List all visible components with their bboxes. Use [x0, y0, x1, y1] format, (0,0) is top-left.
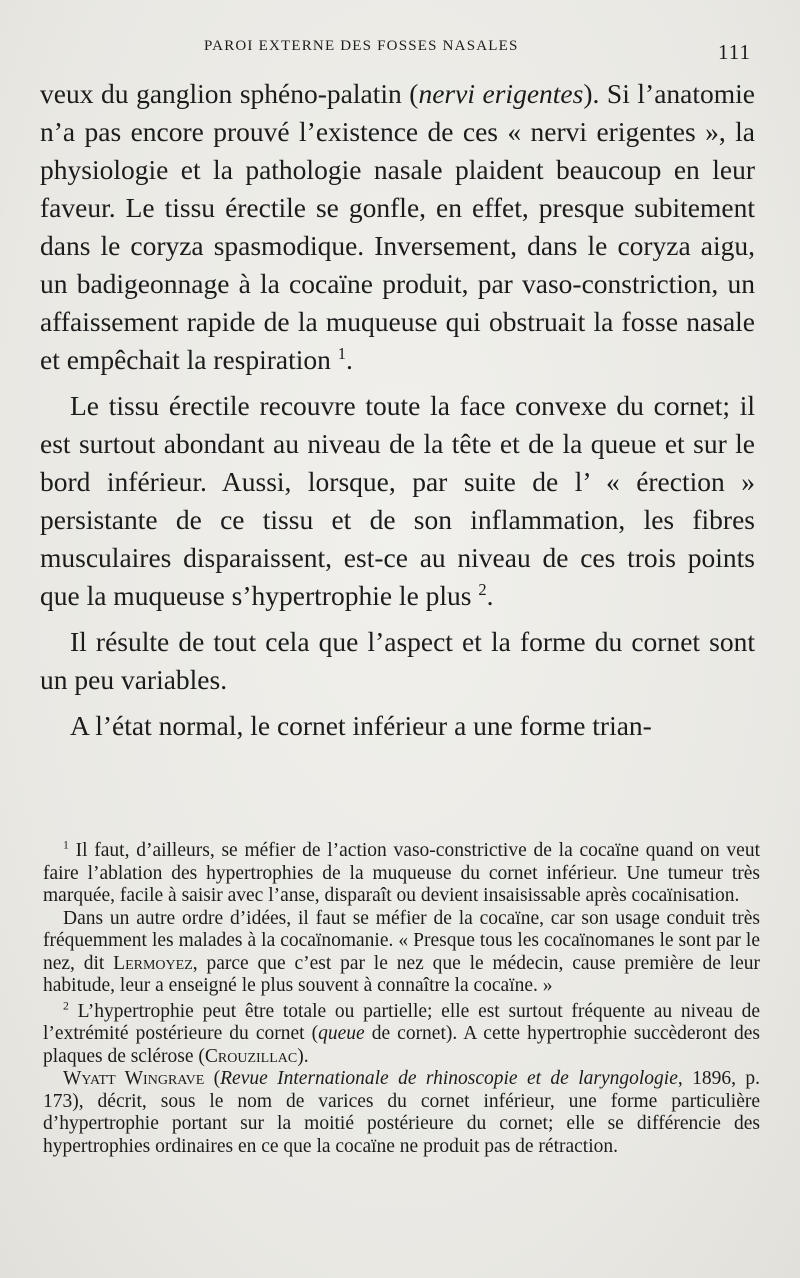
paragraph-2-text-b: .: [486, 580, 494, 611]
footnote-2-italic: queue: [318, 1023, 365, 1044]
footnote-2-text-b: de cornet). A cette hypertrophie succèderont des plaques de sclérose (: [43, 1023, 760, 1067]
footnote-ref-1: 1: [337, 343, 347, 363]
running-head: [0, 38, 800, 64]
footnote-1-text: Il faut, d’ailleurs, se méfier de l’action vaso-constrictive de la cocaïne quand on veut faire l’ablation des hypertrophies de la muqueuse du cornet inférieur. Une tumeur très marquée, facile à saisir avec l’anse, disparaît ou devient insaisissable après cocaïnisation.: [43, 840, 760, 906]
paragraph-1-text-b: ). Si l’anatomie n’a pas encore prouvé l’existence de ces « nervi erigentes », la physiologie et la pathologie nasale plaident beaucoup en leur faveur. Le tissu érectile se gonfle, en effet, presque subitement dans le coryza spasmodique. Inversement, dans le coryza aigu, un badigeonnage à la cocaïne produit, par vaso-constriction, un affaissement rapide de la muqueuse qui obstruait la fosse nasale et empêchait la respiration: [40, 78, 756, 375]
footnote-2-text-a: L’hypertrophie peut être totale ou partielle; elle est surtout fréquente au niveau de l’extrémité postérieure du cornet (: [43, 1000, 760, 1044]
footnote-1-author: Lermoyez: [113, 952, 193, 974]
footnote-1-mark: 1: [63, 838, 69, 852]
footnote-1-continued: [43, 908, 760, 998]
paragraph-3: Il résulte de tout cela que l’aspect et la forme du cornet sont un peu variables.: [40, 626, 755, 695]
paragraph-1-text-c: .: [346, 344, 353, 375]
footnote-2-cont-text-a: (: [204, 1068, 221, 1089]
footnote-1-cont-text-a: Dans un autre ordre d’idées, il faut se méfier de la cocaïne, car son usage conduit très fréquemment les malades à la cocaïnomanie. « Presque tous les cocaïnomanes le sont par le nez, dit: [43, 907, 760, 974]
footnote-2-mark: 2: [63, 999, 69, 1012]
paragraph-4: A l’état normal, le cornet inférieur a une forme trian-: [70, 710, 652, 741]
footnote-2-continued: [43, 1068, 760, 1158]
footnote-2-cont-author: Wyatt Wingrave: [63, 1068, 205, 1089]
footnote-ref-2: 2: [478, 579, 487, 599]
paragraph-2-text-a: Le tissu érectile recouvre toute la face convexe du cornet; il est surtout abondant au niveau de la tête et de la queue et sur le bord inférieur. Aussi, lorsque, par suite de l’ « érection » persistante de ce tissu et de son inflammation, les fibres musculaires disparaissent, est-ce au niveau de ces trois points que la muqueuse s’hypertrophie le plus: [40, 390, 755, 611]
paragraph-1: [40, 75, 755, 379]
paragraph-1-text-a: veux du ganglion sphéno-palatin (: [40, 78, 419, 109]
footnote-2-author: Crouzillac: [204, 1045, 298, 1067]
body-text: [40, 75, 755, 745]
running-title: PAROI EXTERNE DES FOSSES NASALES: [204, 38, 519, 54]
page-number: 111: [718, 40, 751, 64]
footnotes: [43, 840, 760, 1158]
footnote-2-text-c: ).: [297, 1045, 309, 1067]
footnote-1: [43, 840, 760, 908]
footnote-1-cont-text-b: , parce que c’est par le nez que le médecin, cause première de leur habitude, leur a enseigné le plus souvent à connaître la cocaïne. »: [43, 952, 760, 996]
footnote-2-cont-text-b: , 1896, p. 173), décrit, sous le nom de varices du cornet inférieur, une forme particulière d’hypertrophie portant sur la moitié postérieure du cornet; elle se différencie des hypertrophies ordinaires en ce que la cocaïne ne produit pas de rétraction.: [43, 1068, 760, 1157]
footnote-2: [43, 1001, 760, 1069]
paragraph-1-italic: nervi erigentes: [418, 78, 584, 109]
paragraph-2: [40, 387, 755, 615]
footnote-2-cont-journal: Revue Internationale de rhinoscopie et de laryngologie: [220, 1068, 678, 1089]
